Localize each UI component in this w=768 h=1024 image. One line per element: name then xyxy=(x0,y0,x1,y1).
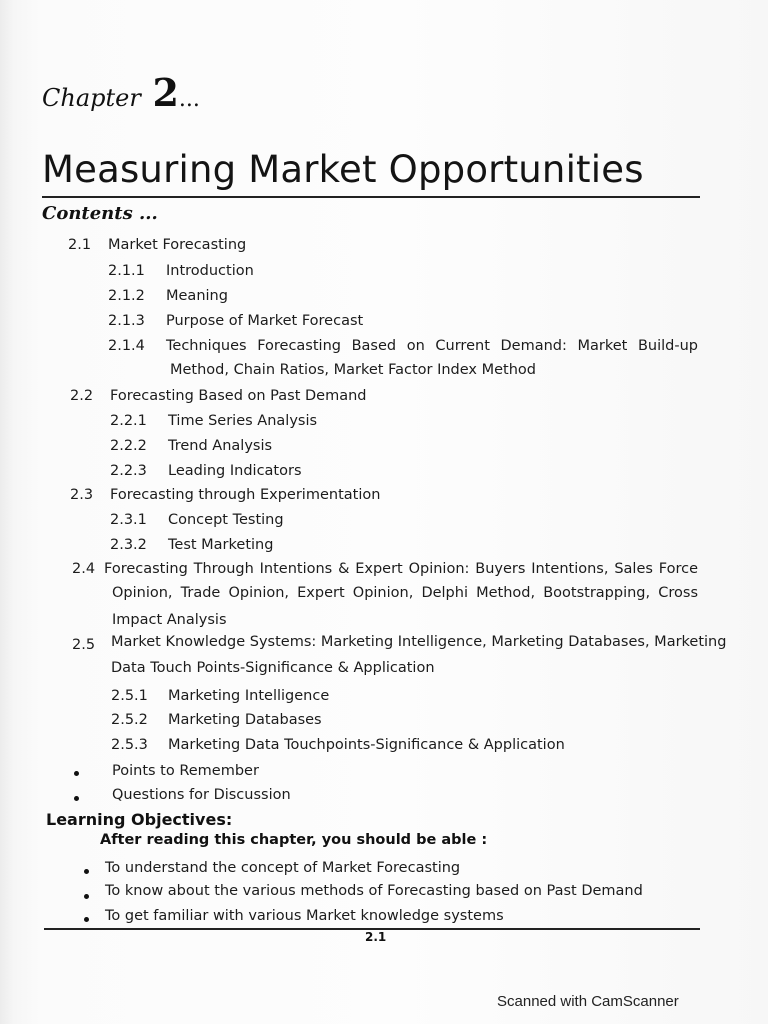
toc-entry-2-2-1 xyxy=(110,413,317,429)
bullet-icon xyxy=(84,917,89,922)
toc-label: Market Forecasting xyxy=(108,237,247,253)
toc-label-line1: Forecasting Through Intentions & Expert Opinion: Buyers Intentions, Sales Force xyxy=(104,561,698,577)
toc-number: 2.3.1 xyxy=(110,512,147,528)
toc-entry-2-5-2 xyxy=(111,712,322,728)
toc-label: Introduction xyxy=(166,263,254,279)
toc-label: Forecasting through Experimentation xyxy=(110,487,381,503)
chapter-dots: ... xyxy=(178,87,200,112)
toc-label: Marketing Databases xyxy=(168,712,322,728)
toc-label: Forecasting Based on Past Demand xyxy=(110,388,367,404)
chapter-heading xyxy=(42,70,200,115)
chapter-number: 2 xyxy=(152,70,179,115)
toc-entry-2-1 xyxy=(68,237,246,253)
toc-number: 2.1.3 xyxy=(108,313,145,329)
toc-number: 2.3.2 xyxy=(110,537,147,553)
toc-number: 2.1.1 xyxy=(108,263,145,279)
toc-entry-2-3 xyxy=(70,487,380,503)
toc-number: 2.1.4 xyxy=(108,338,145,354)
toc-label-line3: Impact Analysis xyxy=(112,612,227,628)
toc-number: 2.3 xyxy=(70,487,94,503)
toc-label: Purpose of Market Forecast xyxy=(166,313,364,329)
toc-number: 2.1.2 xyxy=(108,288,145,304)
toc-label: Test Marketing xyxy=(168,537,274,553)
toc-entry-2-2-2 xyxy=(110,438,272,454)
learning-objectives-intro: After reading this chapter, you should be able : xyxy=(100,832,488,848)
toc-number: 2.2.3 xyxy=(110,463,147,479)
contents-heading: Contents ... xyxy=(42,203,158,224)
toc-entry-2-2 xyxy=(70,388,367,404)
toc-entry-2-1-1 xyxy=(108,263,254,279)
toc-label-line2: Method, Chain Ratios, Market Factor Index Method xyxy=(170,362,536,378)
toc-number: 2.2 xyxy=(70,388,94,404)
objective-item: To get familiar with various Market knowledge systems xyxy=(105,908,504,924)
toc-number: 2.2.2 xyxy=(110,438,147,454)
toc-label: Marketing Data Touchpoints-Significance & Application xyxy=(168,737,565,753)
toc-label: Marketing Intelligence xyxy=(168,688,330,704)
scanner-watermark: Scanned with CamScanner xyxy=(497,993,679,1010)
toc-number: 2.5.3 xyxy=(111,737,148,753)
toc-label: Time Series Analysis xyxy=(168,413,318,429)
bullet-icon xyxy=(84,894,89,899)
toc-entry-2-5-1 xyxy=(111,688,329,704)
toc-label: Leading Indicators xyxy=(168,463,302,479)
toc-label-line2: Data Touch Points-Significance & Application xyxy=(111,660,435,676)
toc-entry-questions: Questions for Discussion xyxy=(112,787,291,803)
toc-number: 2.2.1 xyxy=(110,413,147,429)
objective-item: To know about the various methods of Forecasting based on Past Demand xyxy=(105,883,643,899)
toc-label-line2: Opinion, Trade Opinion, Expert Opinion, Delphi Method, Bootstrapping, Cross xyxy=(112,585,698,601)
toc-number: 2.4 xyxy=(72,561,96,577)
page-title: Measuring Market Opportunities xyxy=(42,148,644,191)
toc-entry-2-4 xyxy=(72,561,95,577)
objective-item: To understand the concept of Market Forecasting xyxy=(105,860,461,876)
toc-entry-2-2-3 xyxy=(110,463,302,479)
bullet-icon xyxy=(84,869,89,874)
toc-entry-2-3-2 xyxy=(110,537,273,553)
toc-number: 2.5.1 xyxy=(111,688,148,704)
toc-label-line1: Techniques Forecasting Based on Current Demand: Market Build-up xyxy=(166,338,698,354)
bullet-icon xyxy=(74,771,79,776)
toc-label: Trend Analysis xyxy=(168,438,273,454)
chapter-label: Chapter xyxy=(42,84,141,112)
toc-entry-2-5 xyxy=(72,637,95,653)
toc-entry-points: Points to Remember xyxy=(112,763,259,779)
toc-entry-2-5-3 xyxy=(111,737,565,753)
page-number: 2.1 xyxy=(365,930,387,944)
learning-objectives-heading: Learning Objectives: xyxy=(46,810,233,829)
toc-label: Meaning xyxy=(166,288,228,304)
toc-entry-2-1-4 xyxy=(108,338,166,354)
toc-number: 2.5.2 xyxy=(111,712,148,728)
toc-number: 2.5 xyxy=(72,637,96,653)
toc-entry-2-3-1 xyxy=(110,512,284,528)
toc-label-line1: Market Knowledge Systems: Marketing Intelligence, Marketing Databases, Marketing xyxy=(111,634,727,650)
toc-entry-2-1-3 xyxy=(108,313,363,329)
toc-entry-2-1-2 xyxy=(108,288,228,304)
toc-label: Concept Testing xyxy=(168,512,284,528)
title-divider xyxy=(42,196,700,198)
toc-number: 2.1 xyxy=(68,237,92,253)
bullet-icon xyxy=(74,796,79,801)
